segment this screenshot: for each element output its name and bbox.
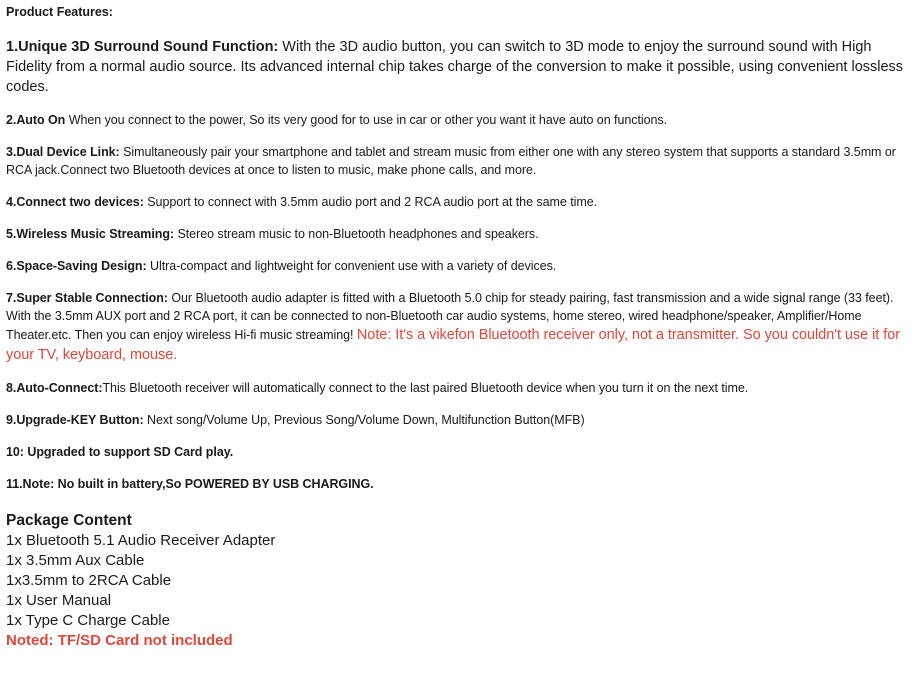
feature-6-text: Ultra-compact and lightweight for convenient use with a variety of devices. [146, 259, 557, 273]
package-item: 1x 3.5mm Aux Cable [6, 552, 145, 569]
feature-5 [6, 225, 914, 243]
feature-10 [6, 443, 914, 461]
package-item: 1x User Manual [6, 592, 112, 609]
feature-7 [6, 289, 914, 365]
feature-3 [6, 143, 914, 179]
feature-11-title: 11.Note: No built in battery,So POWERED BY USB CHARGING. [6, 477, 374, 491]
package-item: 1x3.5mm to 2RCA Cable [6, 572, 172, 589]
feature-2 [6, 111, 914, 129]
package-item: 1x Type C Charge Cable [6, 612, 170, 629]
feature-8 [6, 379, 914, 397]
feature-5-title: 5.Wireless Music Streaming: [6, 227, 175, 241]
feature-6 [6, 257, 914, 275]
feature-1 [6, 37, 914, 97]
package-noted: Noted: TF/SD Card not included [6, 632, 233, 649]
feature-2-text: When you connect to the power, So its very good for to use in car or other you want it have auto on functions. [65, 113, 668, 127]
feature-8-title: 8.Auto-Connect: [6, 381, 103, 395]
feature-7-text: Our Bluetooth audio adapter is fitted with a Bluetooth 5.0 chip for steady pairing, fast transmission and a wide signal range (33 feet). With the 3.5mm AUX port and 2 RCA port, it can be connected to non-Bluetooth car audio systems, home stereo, wired headphone/speaker, Amplifier/Home Theater.etc. Then you can enjoy wireless Hi-fi music streaming! [6, 291, 894, 342]
feature-7-note: Note: It's a vikefon Bluetooth receiver only, not a transmitter. So you couldn't use it for your TV, keyboard, mouse. [6, 327, 901, 363]
feature-11 [6, 475, 914, 493]
feature-2-title: 2.Auto On [6, 113, 66, 127]
feature-3-text: Simultaneously pair your smartphone and tablet and stream music from either one with any stereo system that supports a standard 3.5mm or RCA jack.Connect two Bluetooth devices at once to listen to music, make phone calls, and more. [6, 145, 896, 177]
feature-4-text: Support to connect with 3.5mm audio port and 2 RCA audio port at the same time. [143, 195, 598, 209]
feature-10-title: 10: Upgraded to support SD Card play. [6, 445, 234, 459]
product-features-heading: Product Features: [6, 5, 113, 19]
package-item: 1x Bluetooth 5.1 Audio Receiver Adapter [6, 532, 276, 549]
feature-6-title: 6.Space-Saving Design: [6, 259, 147, 273]
feature-7-title: 7.Super Stable Connection: [6, 291, 168, 305]
feature-8-text: This Bluetooth receiver will automatically connect to the last paired Bluetooth device when you turn it on the next time. [102, 381, 749, 395]
feature-1-title: 1.Unique 3D Surround Sound Function: [6, 39, 279, 55]
package-content-list [6, 531, 914, 631]
feature-1-text: With the 3D audio button, you can switch to 3D mode to enjoy the surround sound with High Fidelity from a normal audio source. Its advanced internal chip takes charge of the conversion to make it possible, using convenient lossless codes. [6, 39, 904, 95]
feature-4 [6, 193, 914, 211]
package-content-title: Package Content [6, 512, 132, 529]
feature-3-title: 3.Dual Device Link: [6, 145, 120, 159]
feature-4-title: 4.Connect two devices: [6, 195, 144, 209]
feature-9-title: 9.Upgrade-KEY Button: [6, 413, 144, 427]
feature-9-text: Next song/Volume Up, Previous Song/Volume Down, Multifunction Button(MFB) [143, 413, 585, 427]
feature-5-text: Stereo stream music to non-Bluetooth headphones and speakers. [174, 227, 539, 241]
feature-9 [6, 411, 914, 429]
